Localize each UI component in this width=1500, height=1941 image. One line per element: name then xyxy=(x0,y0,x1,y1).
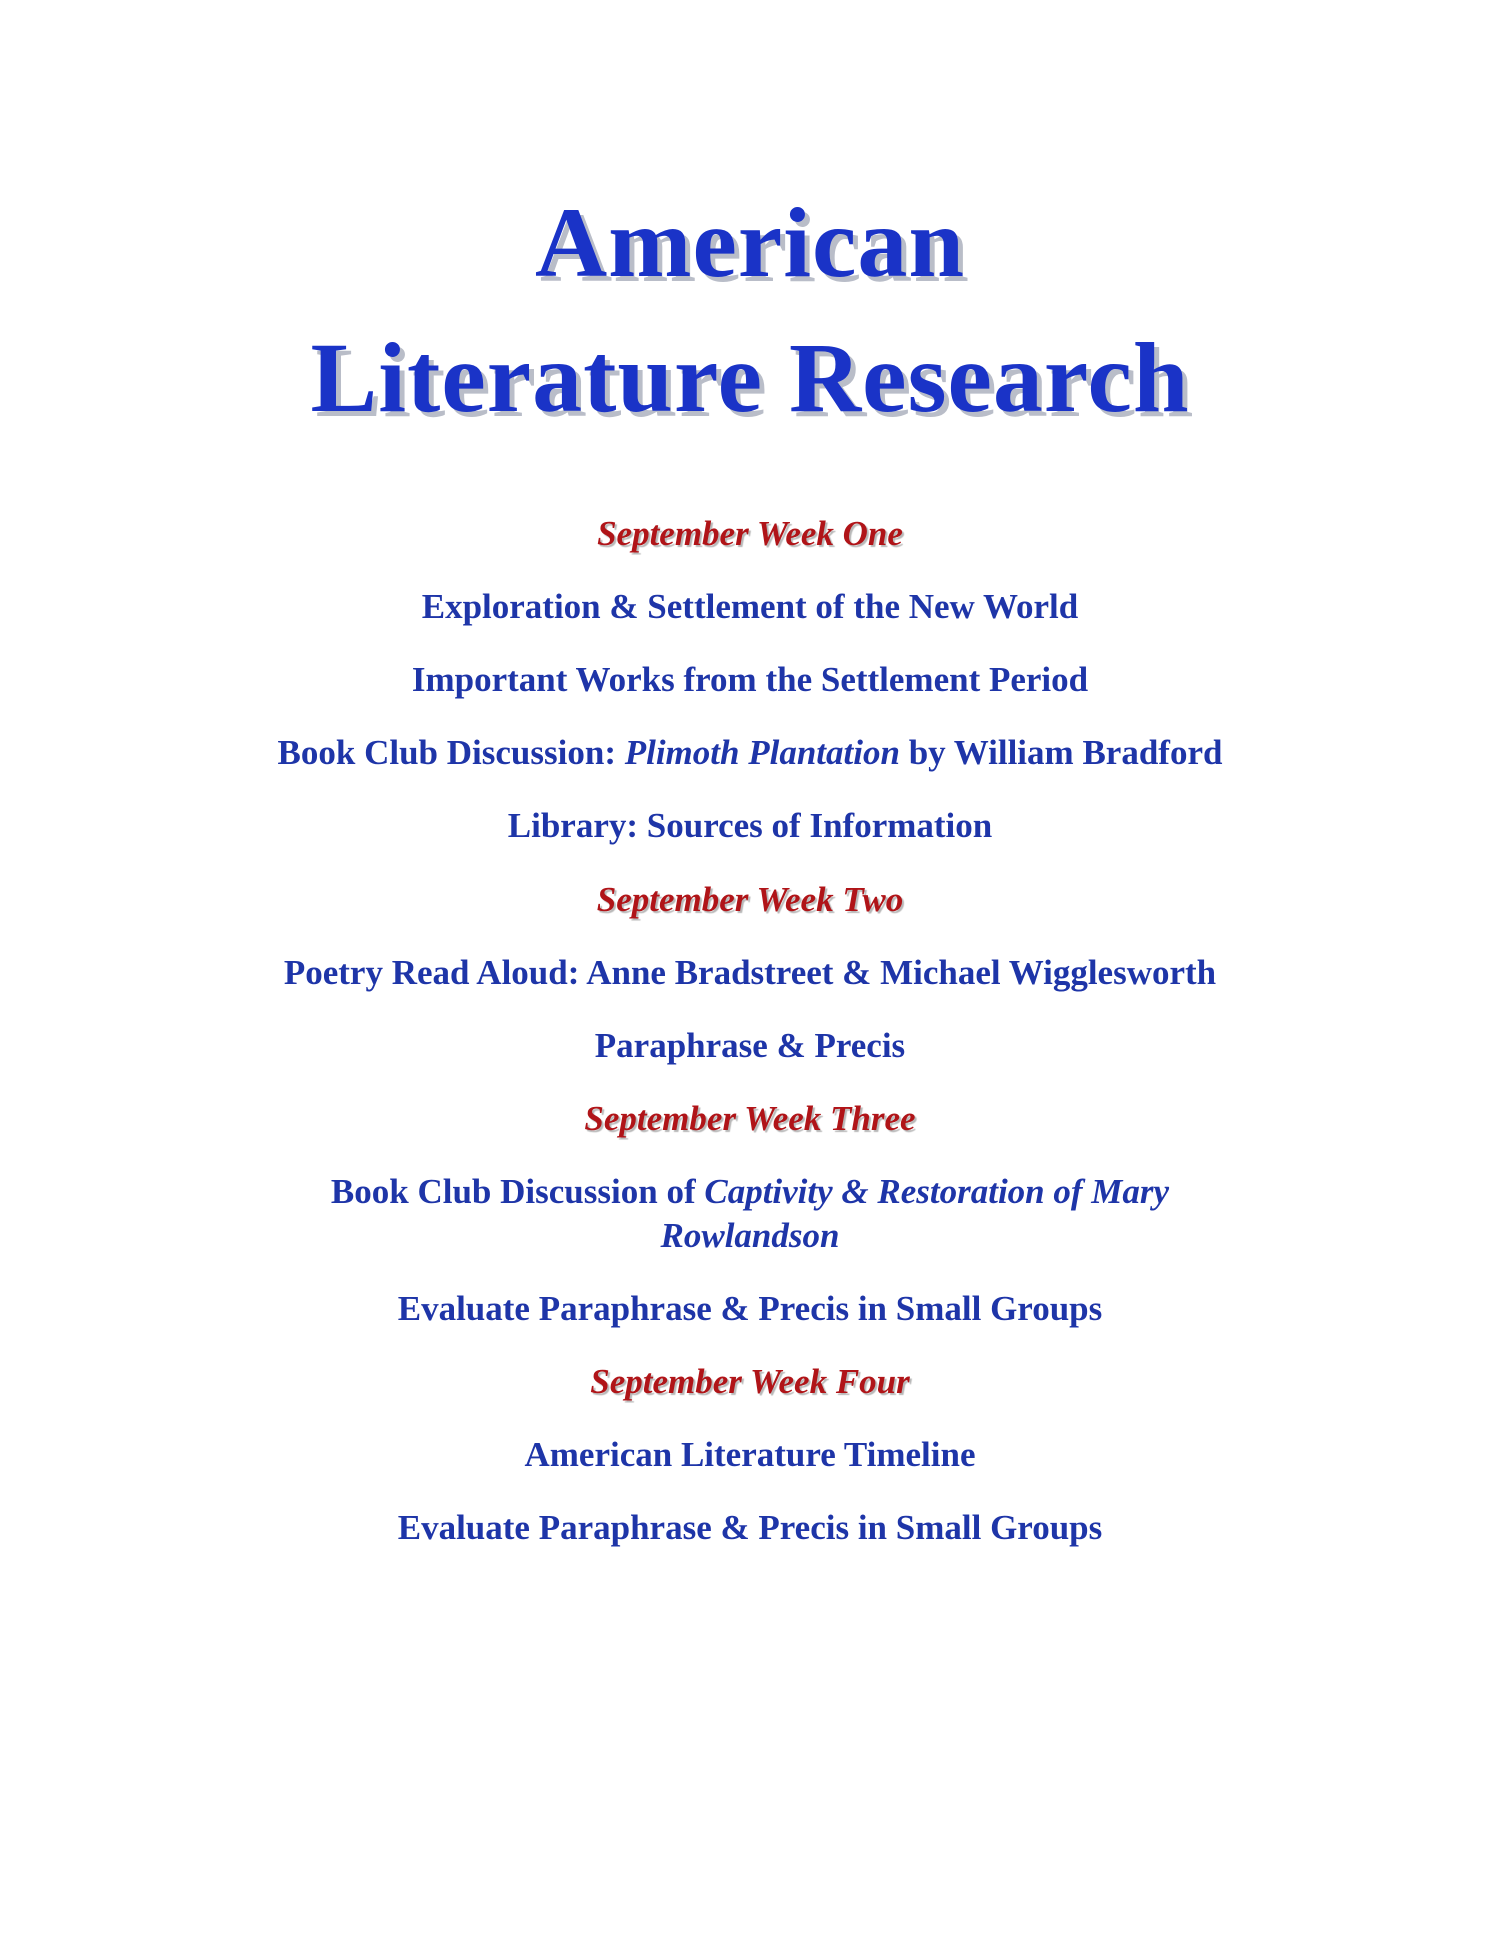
week-three-item-2: Evaluate Paraphrase & Precis in Small Groups xyxy=(397,1289,1103,1328)
week-two-item-2: Paraphrase & Precis xyxy=(594,1026,906,1065)
week-one-item-3-pre: Book Club Discussion: xyxy=(277,733,625,772)
week-four-item-2: Evaluate Paraphrase & Precis in Small Groups xyxy=(397,1508,1103,1547)
week-one-item-1: Exploration & Settlement of the New World xyxy=(421,587,1079,626)
week-three-item-1-pre: Book Club Discussion of xyxy=(330,1172,705,1211)
week-two-item-1: Poetry Read Aloud: Anne Bradstreet & Michael Wigglesworth xyxy=(283,953,1217,992)
week-one-item-3 xyxy=(100,731,1400,775)
week-one-item-2: Important Works from the Settlement Period xyxy=(411,660,1089,699)
page-title-line-1: American xyxy=(534,187,966,298)
page-title-line-2: Literature Research xyxy=(310,322,1190,433)
week-two-heading: September Week Two xyxy=(596,880,904,919)
book-title-plimoth: Plimoth Plantation xyxy=(624,733,900,772)
week-one-item-3-post: by William Bradford xyxy=(899,733,1223,772)
week-three-heading: September Week Three xyxy=(584,1099,916,1138)
week-four-item-1: American Literature Timeline xyxy=(524,1435,976,1474)
week-three-item-1 xyxy=(100,1170,1400,1214)
book-title-captivity: Captivity & Restoration of Mary xyxy=(704,1172,1170,1211)
week-one-item-4: Library: Sources of Information xyxy=(507,806,993,845)
week-four-heading: September Week Four xyxy=(590,1362,910,1401)
book-title-captivity-cont: Rowlandson xyxy=(660,1216,840,1255)
week-one-heading: September Week One xyxy=(597,514,903,553)
